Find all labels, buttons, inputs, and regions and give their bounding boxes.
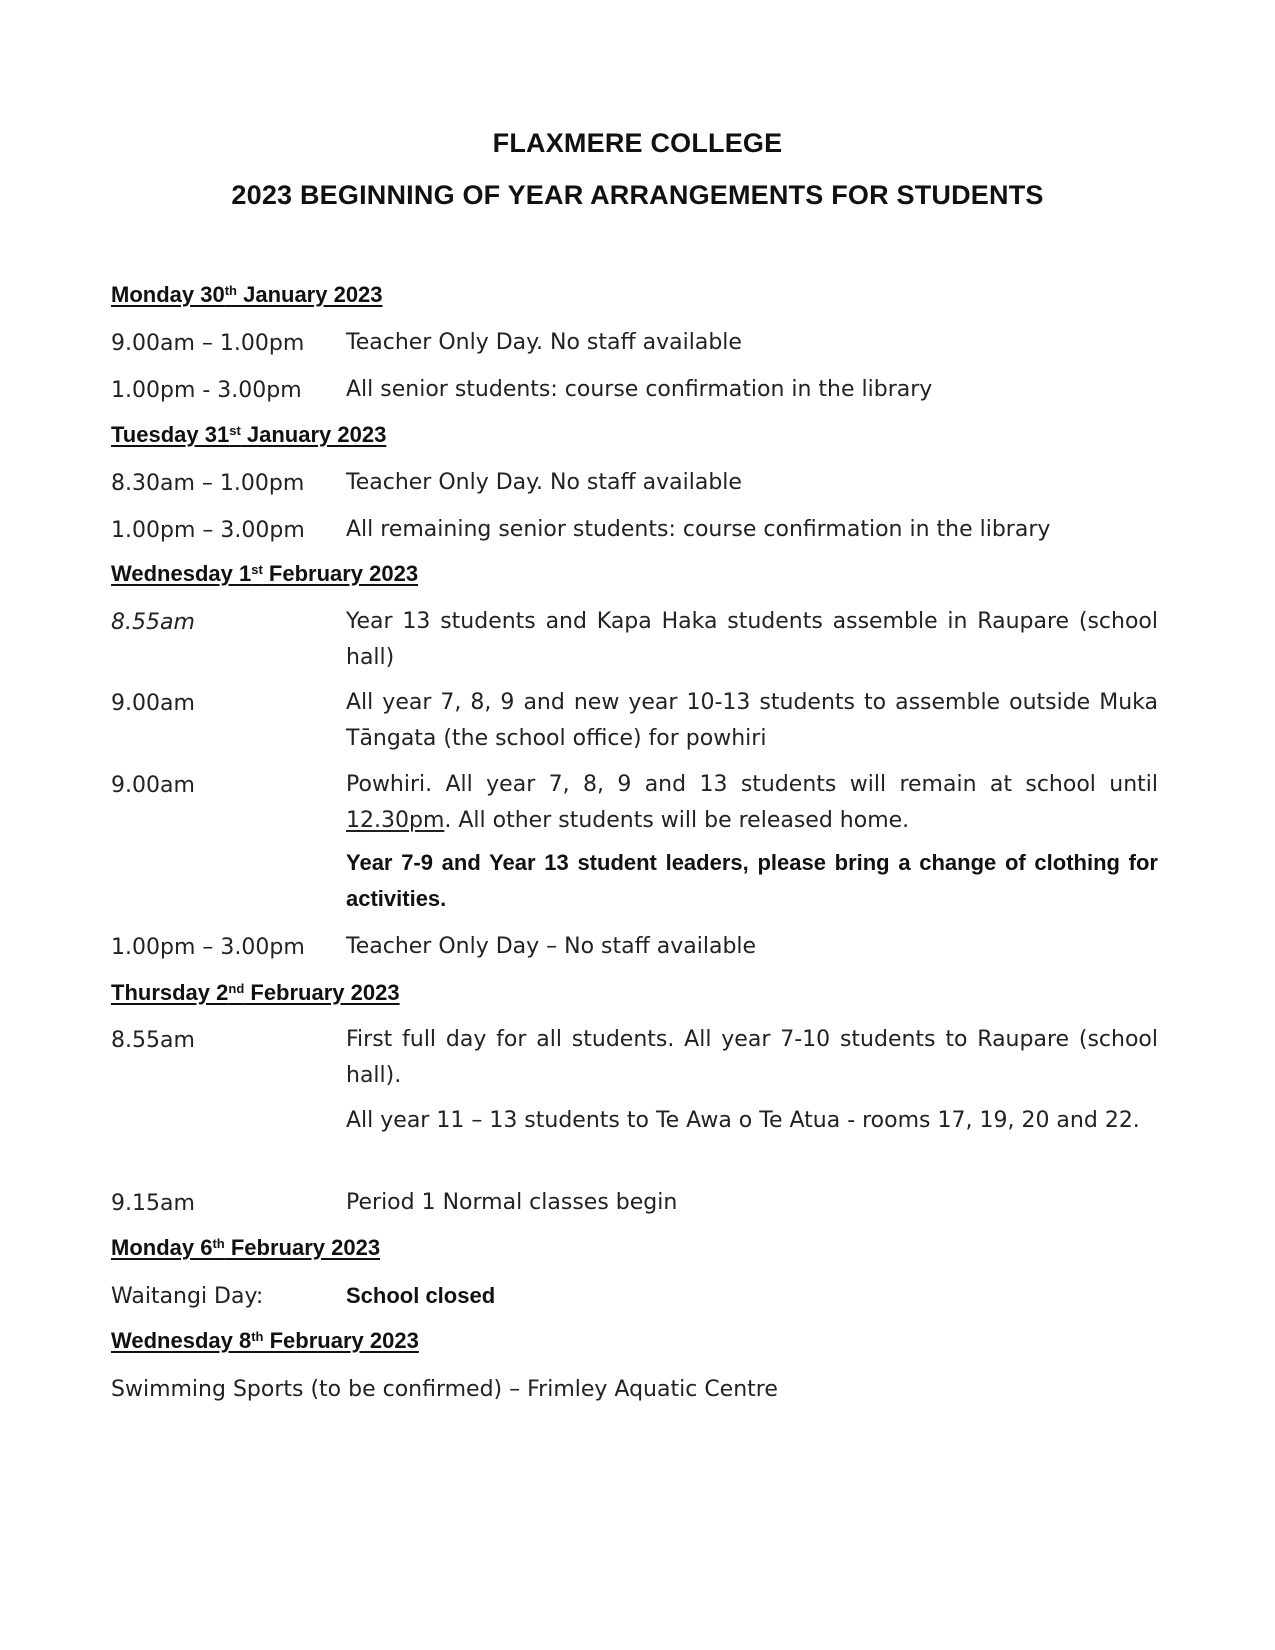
day-heading-tuesday-31-jan: Tuesday 31st January 2023 [111,422,387,447]
entry-time: 8.55am [111,1028,195,1053]
day-heading-wednesday-8-feb: Wednesday 8th February 2023 [111,1328,419,1353]
entry-text: Swimming Sports (to be confirmed) – Frimley Aquatic Centre [111,1377,778,1402]
entry-time: 9.00am [111,773,195,798]
entry-time: 9.00am [111,691,195,716]
entry-text: Period 1 Normal classes begin [346,1190,678,1215]
entry-text: Teacher Only Day. No staff available [346,470,742,495]
entry-text: All remaining senior students: course confirmation in the library [346,517,1051,542]
entry-time: 9.00am – 1.00pm [111,331,305,356]
entry-time: 8.55am [111,610,195,635]
entry-text: Year 13 students and Kapa Haka students assemble in Raupare (school hall) [346,609,1158,670]
entry-time: 1.00pm – 3.00pm [111,518,305,543]
entry-text: Teacher Only Day – No staff available [346,934,757,959]
entry-text: All year 7, 8, 9 and new year 10-13 students to assemble outside Muka Tāngata (the school office) for powhiri [346,690,1158,751]
day-heading-monday-30-jan: Monday 30th January 2023 [111,282,383,307]
entry-text-powhiri: Powhiri. All year 7, 8, 9 and 13 students will remain at school until 12.30pm. All other students will be released home. [346,772,1158,833]
entry-text: Teacher Only Day. No staff available [346,330,742,355]
release-time: 12.30pm [346,808,445,833]
entry-label: Waitangi Day: [111,1284,264,1309]
school-title: FLAXMERE COLLEGE [492,128,783,158]
day-heading-thursday-2-feb: Thursday 2nd February 2023 [111,980,400,1005]
entry-time: 1.00pm – 3.00pm [111,935,305,960]
entry-time: 1.00pm - 3.00pm [111,378,302,403]
entry-time: 8.30am – 1.00pm [111,471,305,496]
school-closed-text: School closed [346,1283,496,1308]
entry-text: All senior students: course confirmation in the library [346,377,933,402]
day-heading-wednesday-1-feb: Wednesday 1st February 2023 [111,561,419,586]
entry-text: First full day for all students. All year 7-10 students to Raupare (school hall). [346,1027,1158,1088]
document-subtitle: 2023 BEGINNING OF YEAR ARRANGEMENTS FOR STUDENTS [231,180,1044,210]
entry-text: All year 11 – 13 students to Te Awa o Te Atua - rooms 17, 19, 20 and 22. [346,1108,1140,1133]
entry-note-bold: Year 7-9 and Year 13 student leaders, please bring a change of clothing for activities. [346,850,1158,911]
entry-time: 9.15am [111,1191,195,1216]
day-heading-monday-6-feb: Monday 6th February 2023 [111,1235,381,1260]
